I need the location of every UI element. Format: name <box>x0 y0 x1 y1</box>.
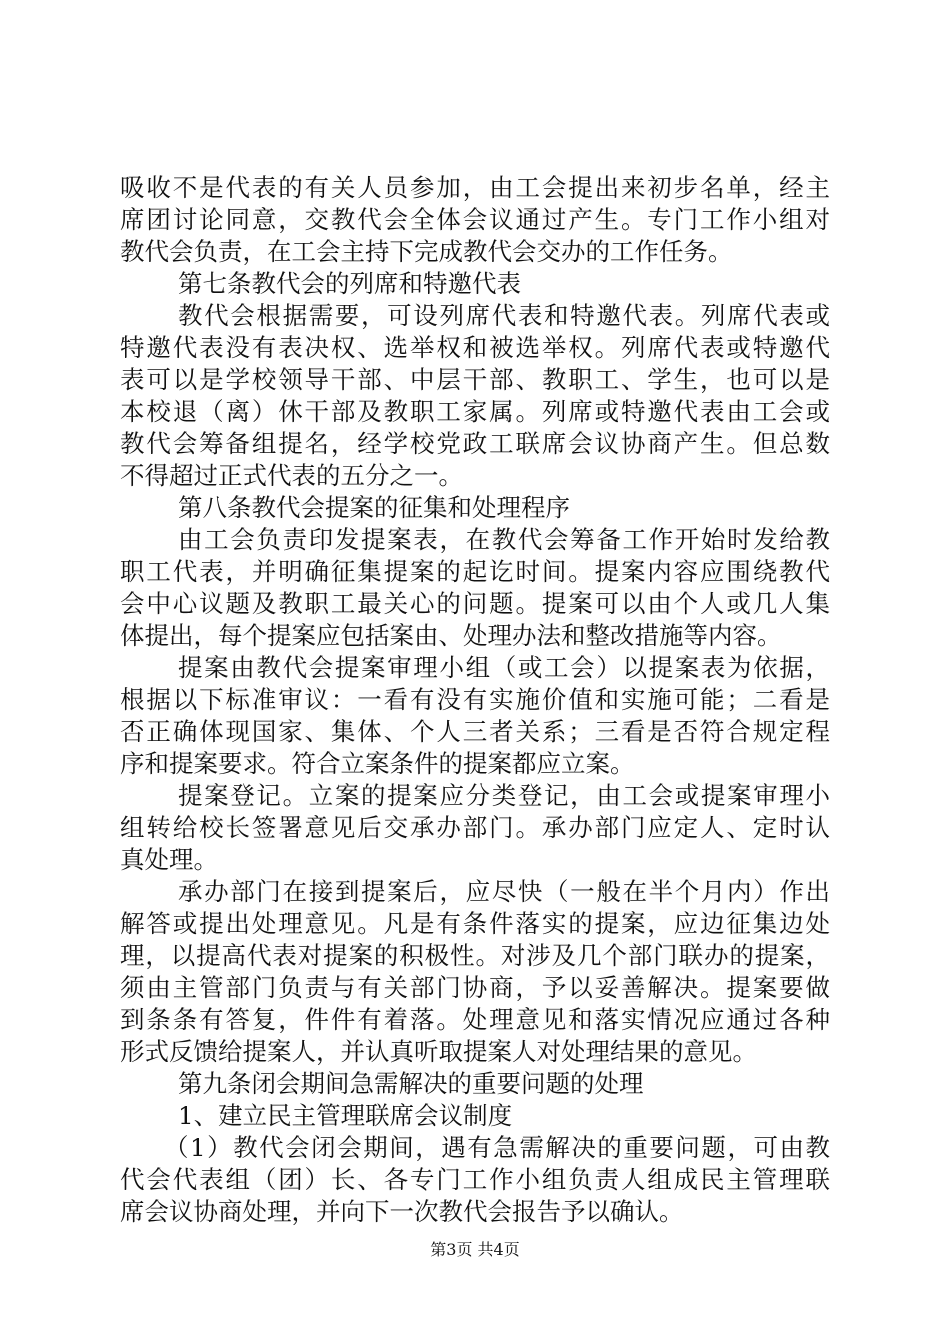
paragraph-line: （1）教代会闭会期间，遇有急需解决的重要问题，可由教 <box>164 1133 830 1162</box>
paragraph-line: 承办部门在接到提案后，应尽快（一般在半个月内）作出 <box>178 877 830 906</box>
paragraph-line: 提案由教代会提案审理小组（或工会）以提案表为依据， <box>178 653 830 682</box>
paragraph-line: 理，以提高代表对提案的积极性。对涉及几个部门联办的提案， <box>120 941 830 970</box>
paragraph-line: 教代会筹备组提名，经学校党政工联席会议协商产生。但总数 <box>120 429 830 458</box>
paragraph-line: 由工会负责印发提案表，在教代会筹备工作开始时发给教 <box>178 525 830 554</box>
paragraph-line: 表可以是学校领导干部、中层干部、教职工、学生，也可以是 <box>120 365 830 394</box>
paragraph-line: 席团讨论同意，交教代会全体会议通过产生。专门工作小组对 <box>120 205 830 234</box>
paragraph-line: 席会议协商处理，并向下一次教代会报告予以确认。 <box>120 1197 684 1226</box>
paragraph-line: 代会代表组（团）长、各专门工作小组负责人组成民主管理联 <box>120 1165 830 1194</box>
paragraph-line: 序和提案要求。符合立案条件的提案都应立案。 <box>120 749 635 778</box>
article-heading: 第八条教代会提案的征集和处理程序 <box>178 493 570 522</box>
paragraph-line: 教代会负责，在工会主持下完成教代会交办的工作任务。 <box>120 237 733 266</box>
paragraph-line: 本校退（离）休干部及教职工家属。列席或特邀代表由工会或 <box>120 397 830 426</box>
paragraph-line: 特邀代表没有表决权、选举权和被选举权。列席代表或特邀代 <box>120 333 830 362</box>
paragraph-line: 体提出，每个提案应包括案由、处理办法和整改措施等内容。 <box>120 621 782 650</box>
paragraph-line: 会中心议题及教职工最关心的问题。提案可以由个人或几人集 <box>120 589 830 618</box>
paragraph-line: 吸收不是代表的有关人员参加，由工会提出来初步名单，经主 <box>120 173 830 202</box>
paragraph-line: 教代会根据需要，可设列席代表和特邀代表。列席代表或 <box>178 301 830 330</box>
section-heading: 1、建立民主管理联席会议制度 <box>178 1101 513 1130</box>
paragraph-line: 组转给校长签署意见后交承办部门。承办部门应定人、定时认 <box>120 813 830 842</box>
article-heading: 第九条闭会期间急需解决的重要问题的处理 <box>178 1069 644 1098</box>
paragraph-line: 提案登记。立案的提案应分类登记，由工会或提案审理小 <box>178 781 830 810</box>
paragraph-line: 到条条有答复，件件有着落。处理意见和落实情况应通过各种 <box>120 1005 830 1034</box>
paragraph-line: 真处理。 <box>120 845 218 874</box>
paragraph-line: 根据以下标准审议：一看有没有实施价值和实施可能；二看是 <box>120 685 830 714</box>
paragraph-line: 不得超过正式代表的五分之一。 <box>120 461 463 490</box>
page-number-footer: 第3页 共4页 <box>430 1240 520 1259</box>
article-heading: 第七条教代会的列席和特邀代表 <box>178 269 521 298</box>
paragraph-line: 解答或提出处理意见。凡是有条件落实的提案，应边征集边处 <box>120 909 830 938</box>
paragraph-line: 否正确体现国家、集体、个人三者关系；三看是否符合规定程 <box>120 717 830 746</box>
paragraph-line: 须由主管部门负责与有关部门协商，予以妥善解决。提案要做 <box>120 973 830 1002</box>
document-body <box>120 172 830 1228</box>
paragraph-line: 形式反馈给提案人，并认真听取提案人对处理结果的意见。 <box>120 1037 757 1066</box>
paragraph-line: 职工代表，并明确征集提案的起讫时间。提案内容应围绕教代 <box>120 557 830 586</box>
